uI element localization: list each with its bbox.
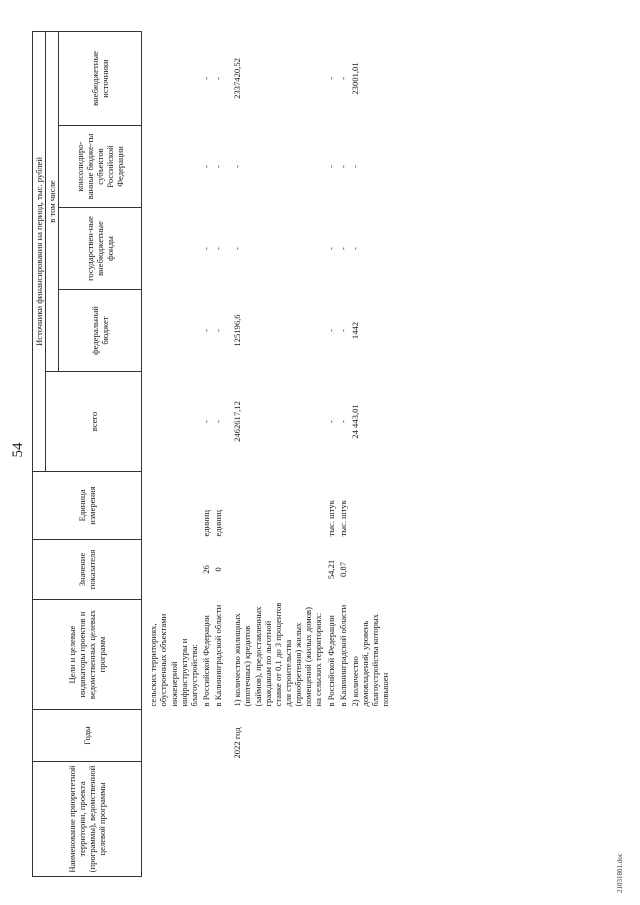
row-federal: - bbox=[200, 329, 211, 332]
row-consolidated: - bbox=[232, 165, 243, 168]
row-consolidated: - bbox=[213, 165, 224, 168]
footer-file-code: 21031801.doc bbox=[616, 853, 624, 893]
row-total: - bbox=[337, 420, 348, 423]
row-extrabudget: 23001,01 bbox=[349, 62, 360, 95]
row-extrabudget: - bbox=[337, 77, 348, 80]
row-goal: в Российской Федерации bbox=[325, 615, 336, 707]
table-row bbox=[224, 31, 324, 876]
row-total: - bbox=[325, 420, 336, 423]
header-name: Наименование приоритетной территории, проекта (программы), ведомственной целевой программы bbox=[33, 762, 142, 877]
row-unit bbox=[349, 472, 392, 540]
row-state-funds: - bbox=[349, 247, 360, 250]
table-row bbox=[337, 31, 349, 876]
row-consolidated: - bbox=[337, 165, 348, 168]
row-year bbox=[337, 710, 349, 762]
row-federal: - bbox=[337, 329, 348, 332]
row-goal: 1) количество жилищных (ипотечных) кредитов (займов), предоставленных гражданам по льготной ставке от 0,1 до 3 процентов для строительства (приобретения) жилых помещений (жилых домов) на сельских территориях: bbox=[232, 602, 324, 707]
row-state-funds: - bbox=[337, 247, 348, 250]
row-unit: тыс. штук bbox=[325, 500, 336, 537]
row-extrabudget: - bbox=[325, 77, 336, 80]
row-state-funds: - bbox=[325, 247, 336, 250]
financing-table bbox=[32, 31, 391, 877]
row-state-funds: - bbox=[213, 247, 224, 250]
row-state-funds: - bbox=[200, 247, 211, 250]
row-year: 2022 год bbox=[232, 727, 243, 759]
header-unit: Единица измерения bbox=[33, 472, 142, 540]
row-federal bbox=[142, 290, 200, 372]
row-goal: в Калининградской области bbox=[213, 604, 224, 707]
row-unit: единиц bbox=[213, 510, 224, 537]
row-year bbox=[349, 710, 392, 762]
row-unit: тыс. штук bbox=[337, 500, 348, 537]
row-extrabudget bbox=[142, 31, 200, 125]
row-value bbox=[142, 540, 200, 600]
row-value: 54,21 bbox=[325, 559, 336, 580]
header-sources: Источники финансирования на период, тыс. рублей bbox=[33, 31, 46, 471]
row-state-funds bbox=[142, 208, 200, 290]
header-goals: Цели и целевые индикаторы проектов и ведомственных целевых программ bbox=[33, 600, 142, 710]
row-extrabudget: 2337420,52 bbox=[232, 58, 243, 99]
row-unit bbox=[142, 472, 200, 540]
row-unit: единиц bbox=[200, 510, 211, 537]
row-goal: 2) количество домовладений, уровень благоустройства которых повышен bbox=[349, 614, 391, 707]
row-year bbox=[212, 710, 224, 762]
row-year bbox=[142, 710, 200, 762]
table-row bbox=[349, 31, 392, 876]
page-number: 54 bbox=[10, 442, 26, 458]
table-row bbox=[325, 31, 337, 876]
row-extrabudget: - bbox=[200, 77, 211, 80]
row-value bbox=[349, 540, 392, 600]
row-unit bbox=[224, 472, 324, 540]
header-extrabudget: внебюджетные источники bbox=[59, 31, 142, 125]
row-value bbox=[224, 540, 324, 600]
header-consolidated: консолидиро-ванные бюдже-ты субъектов Российской Федерации bbox=[59, 126, 142, 208]
row-year bbox=[200, 710, 212, 762]
header-total: всего bbox=[46, 372, 142, 472]
row-federal: - bbox=[325, 329, 336, 332]
table-row bbox=[142, 31, 200, 876]
row-state-funds: - bbox=[232, 247, 243, 250]
row-goal: в Российской Федерации bbox=[200, 615, 211, 707]
header-state-funds: государствен-ные внебюджетные фонды bbox=[59, 208, 142, 290]
row-consolidated: - bbox=[349, 165, 360, 168]
table-row bbox=[200, 31, 212, 876]
header-federal: федеральный бюджет bbox=[59, 290, 142, 372]
row-consolidated bbox=[142, 126, 200, 208]
row-goal: сельских территориях, обустроенных объектами инженерной инфраструктуры и благоустройства: bbox=[148, 613, 199, 707]
header-including: в том числе bbox=[46, 31, 59, 371]
row-federal: 125196,6 bbox=[232, 314, 243, 347]
row-consolidated: - bbox=[325, 165, 336, 168]
row-total: 24 443,01 bbox=[349, 404, 360, 439]
row-value: 0,87 bbox=[337, 561, 348, 578]
header-years: Годы bbox=[33, 710, 142, 762]
row-year bbox=[325, 710, 337, 762]
row-total: - bbox=[213, 420, 224, 423]
row-federal: 1442 bbox=[349, 321, 360, 340]
row-extrabudget: - bbox=[213, 77, 224, 80]
row-goal: в Калининградской области bbox=[337, 604, 348, 707]
header-value: Значение показателя bbox=[33, 540, 142, 600]
row-value: 0 bbox=[213, 567, 224, 572]
row-federal: - bbox=[213, 329, 224, 332]
row-total: - bbox=[200, 420, 211, 423]
header-row-1 bbox=[33, 31, 46, 876]
row-total: 2462617,12 bbox=[232, 401, 243, 442]
row-total bbox=[142, 372, 200, 472]
table-row bbox=[212, 31, 224, 876]
row-consolidated: - bbox=[200, 165, 211, 168]
row-value: 26 bbox=[200, 565, 211, 574]
